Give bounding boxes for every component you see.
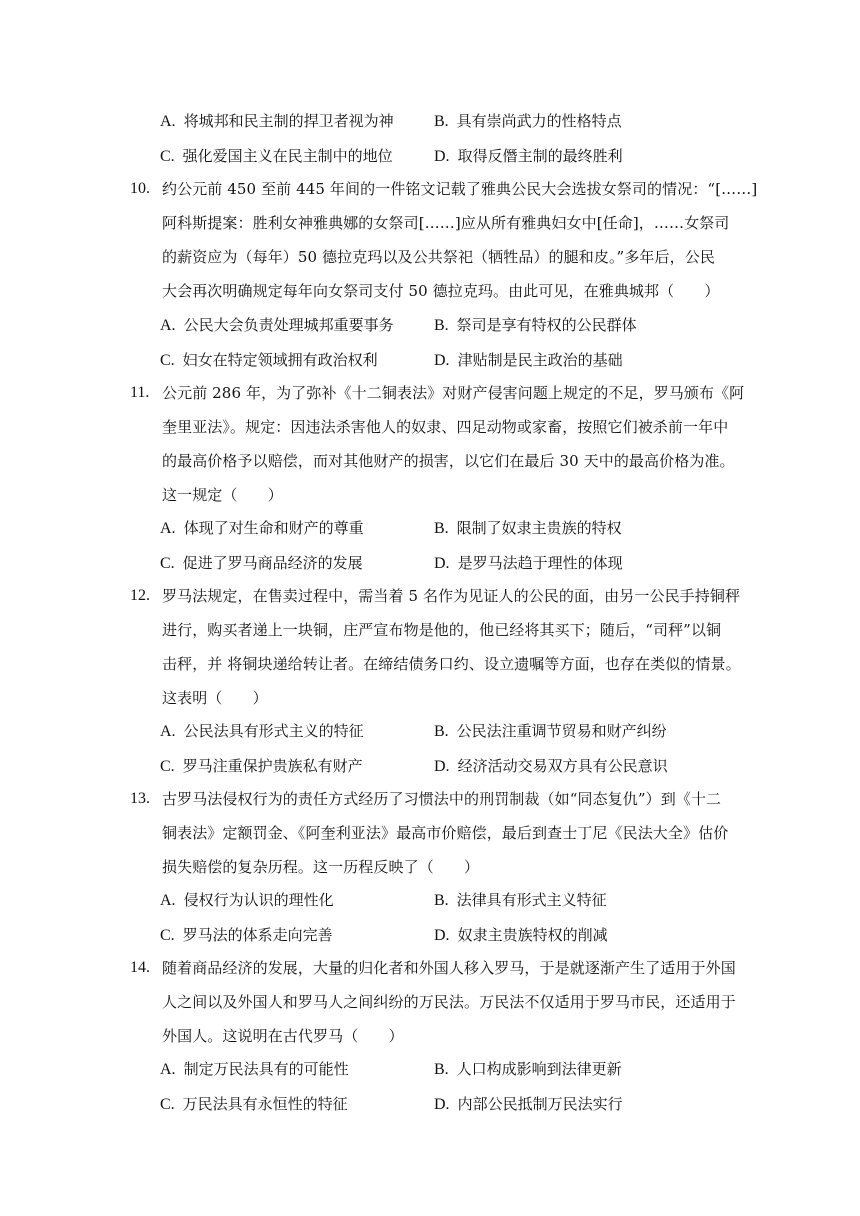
question-12 (130, 579, 741, 715)
option-c[interactable]: C. 罗马注重保护贵族私有财产 (160, 757, 363, 775)
option-d[interactable]: D. 是罗马法趋于理性的体现 (434, 554, 623, 572)
option-a[interactable]: A. 体现了对生命和财产的尊重 (160, 519, 364, 537)
option-b[interactable]: B. 法律具有形式主义特征 (434, 891, 607, 909)
option-b[interactable]: B. 人口构成影响到法律更新 (434, 1060, 622, 1078)
option-a[interactable]: A. 公民法具有形式主义的特征 (160, 722, 364, 740)
question-14-options (160, 1052, 760, 1122)
question-11-options (160, 511, 760, 581)
option-d[interactable]: D. 取得反僭主制的最终胜利 (434, 147, 623, 165)
question-11 (130, 376, 745, 512)
option-c[interactable]: C. 强化爱国主义在民主制中的地位 (160, 147, 393, 165)
question-14 (130, 951, 736, 1053)
option-d[interactable]: D. 经济活动交易双方具有公民意识 (434, 757, 668, 775)
question-number: 11. (130, 384, 150, 401)
question-number: 12. (130, 587, 150, 604)
option-c[interactable]: C. 促进了罗马商品经济的发展 (160, 554, 363, 572)
question-13-options (160, 883, 760, 953)
question-12-options (160, 714, 760, 784)
option-b[interactable]: B. 具有崇尚武力的性格特点 (434, 112, 622, 130)
question-number: 13. (130, 790, 150, 807)
option-a[interactable]: A. 公民大会负责处理城邦重要事务 (160, 316, 394, 334)
option-a[interactable]: A. 制定万民法具有的可能性 (160, 1060, 349, 1078)
question-number: 10. (130, 180, 150, 197)
option-b[interactable]: B. 公民法注重调节贸易和财产纠纷 (434, 722, 667, 740)
option-d[interactable]: D. 内部公民抵制万民法实行 (434, 1095, 623, 1113)
question-stem: 约公元前 450 至前 445 年间的一件铭文记载了雅典公民大会选拔女祭司的情况：“[……] 阿科斯提案：胜利女神雅典娜的女祭司[……]应从所有雅典妇女中[任命]，……女祭司 的薪资应为（每年）50 德拉克玛以及公共祭祀（牺牲品）的腿和皮。”多年后，公民 大会再次明确规定每年向女祭司支付 50 德拉克玛。由此可见，在雅典城邦（ ） (162, 180, 758, 300)
option-d[interactable]: D. 奴隶主贵族特权的削减 (434, 926, 608, 944)
option-c[interactable]: C. 罗马法的体系走向完善 (160, 926, 333, 944)
previous-question-options (160, 104, 760, 174)
question-stem: 罗马法规定，在售卖过程中，需当着 5 名作为见证人的公民的面，由另一公民手持铜秤 进行，购买者递上一块铜，庄严宣布物是他的，他已经将其买下；随后，“司秤”以铜 击秤，并 将铜块递给转让者。在缔结债务口约、设立遗嘱等方面，也存在类似的情景。 这表明（ ） (162, 587, 741, 707)
option-a[interactable]: A. 侵权行为认识的理性化 (160, 891, 334, 909)
option-d[interactable]: D. 津贴制是民主政治的基础 (434, 351, 623, 369)
question-10 (130, 172, 758, 308)
question-stem: 古罗马法侵权行为的责任方式经历了习惯法中的刑罚制裁（如“同态复仇”）到《十二 铜表法》定额罚金、《阿奎利亚法》最高市价赔偿，最后到查士丁尼《民法大全》估价 损失赔偿的复杂历程。这一历程反映了（ ） (162, 790, 729, 876)
question-number: 14. (130, 959, 150, 976)
question-stem: 随着商品经济的发展，大量的归化者和外国人移入罗马，于是就逐渐产生了适用于外国 人之间以及外国人和罗马人之间纠纷的万民法。万民法不仅适用于罗马市民，还适用于 外国人。这说明在古代罗马（ ） (162, 959, 736, 1045)
option-a[interactable]: A. 将城邦和民主制的捍卫者视为神 (160, 112, 394, 130)
question-13 (130, 782, 730, 884)
question-stem: 公元前 286 年，为了弥补《十二铜表法》对财产侵害问题上规定的不足，罗马颁布《阿 奎里亚法》。规定：因违法杀害他人的奴隶、四足动物或家畜，按照它们被杀前一年中 的最高价格予以赔偿，而对其他财产的损害，以它们在最后 30 天中的最高价格为准。 这一规定（ ） (162, 384, 745, 504)
option-c[interactable]: C. 万民法具有永恒性的特征 (160, 1095, 348, 1113)
question-10-options (160, 308, 760, 378)
option-b[interactable]: B. 限制了奴隶主贵族的特权 (434, 519, 622, 537)
option-c[interactable]: C. 妇女在特定领域拥有政治权利 (160, 351, 378, 369)
option-b[interactable]: B. 祭司是享有特权的公民群体 (434, 316, 637, 334)
